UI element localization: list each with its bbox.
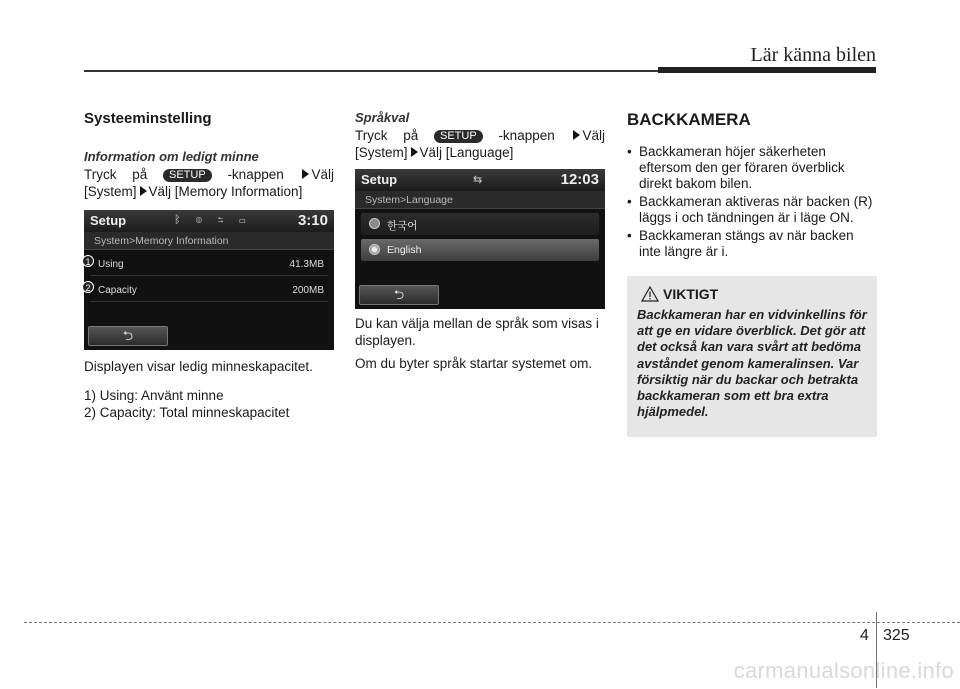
screen-path: System>Memory Information xyxy=(84,232,334,250)
setup-button-badge: SETUP xyxy=(163,169,212,182)
instruction-line-1: Tryck på SETUP -knappen Välj xyxy=(355,128,605,143)
warning-text: Backkameran har en vidvinkellins för att ge en vidare överblick. Det gör att det också kan vara svårt att bedöma avståndet genom kameralinsen. Var försiktig när du backar och betrakta backkameran som ett bra extra hjälpmedel. xyxy=(637,307,867,420)
language-description: Du kan välja mellan de språk som visas i displayen. xyxy=(355,316,599,348)
back-button[interactable] xyxy=(359,285,439,305)
back-arrow-icon: ⮌ xyxy=(393,287,405,302)
watermark: carmanualsonline.info xyxy=(733,658,954,683)
warning-triangle-icon xyxy=(641,286,659,302)
memory-info-screen xyxy=(84,210,334,350)
arrow-right-icon xyxy=(302,169,309,179)
back-arrow-icon: ⮌ xyxy=(122,328,134,343)
language-screen xyxy=(355,169,605,309)
list-item: • Backkameran aktiveras när backen (R) läggs i och tändningen är i läge ON. xyxy=(627,194,877,226)
radio-icon xyxy=(369,218,380,229)
setup-button-badge: SETUP xyxy=(434,130,483,143)
page-number: 325 xyxy=(883,627,910,644)
memory-legend-capacity: 2) Capacity: Total minneskapacitet xyxy=(84,405,290,420)
language-restart-note: Om du byter språk startar systemet om. xyxy=(355,356,593,371)
language-option-english[interactable]: English xyxy=(361,239,599,261)
footer-rule xyxy=(24,622,960,623)
callout-marker-2: 2 xyxy=(82,281,94,293)
header-title: Lär känna bilen xyxy=(750,44,876,66)
screen-titlebar: Setup ᛒ ◎ ⇆ ▭ 3:10 xyxy=(84,210,334,232)
back-button[interactable] xyxy=(88,326,168,346)
instruction-line-2: [System] Välj [Memory Information] xyxy=(84,184,303,199)
memory-row-using: Using 41.3MB xyxy=(90,254,328,276)
instruction-line-2: [System] Välj [Language] xyxy=(355,145,514,160)
screen-clock: 12:03 xyxy=(560,171,599,188)
column-language xyxy=(355,110,605,372)
instruction-line-1: Tryck på SETUP -knappen Välj xyxy=(84,167,334,182)
screen-clock: 3:10 xyxy=(297,212,328,229)
usb-status-icon: ⇆ xyxy=(473,174,483,186)
arrow-right-icon xyxy=(140,186,147,196)
subsection-heading: Språkval xyxy=(355,110,410,125)
callout-marker-1: 1 xyxy=(82,255,94,267)
memory-description: Displayen visar ledig minneskapacitet. xyxy=(84,359,313,374)
arrow-right-icon xyxy=(573,130,580,140)
list-item: • Backkameran stängs av när backen inte längre är i. xyxy=(627,228,877,260)
column-memory-info xyxy=(84,110,334,421)
bluetooth-usb-status-icons: ᛒ ◎ ⇆ ▭ xyxy=(174,214,252,226)
header-rule-accent xyxy=(658,67,876,73)
screen-path: System>Language xyxy=(355,191,605,209)
chapter-number: 4 xyxy=(860,627,869,644)
memory-row-capacity: Capacity 200MB xyxy=(90,280,328,302)
section-heading: Systeeminstelling xyxy=(84,110,212,127)
screen-titlebar: Setup ⇆ 12:03 xyxy=(355,169,605,191)
backkamera-bullets xyxy=(627,144,877,260)
list-item: • Backkameran höjer säkerheten eftersom den ger föraren överblick direkt bakom bilen. xyxy=(627,144,877,192)
warning-heading: VIKTIGT xyxy=(637,286,867,304)
section-heading: BACKKAMERA xyxy=(627,110,751,129)
arrow-right-icon xyxy=(411,147,418,157)
column-backkamera xyxy=(627,110,877,262)
radio-selected-icon xyxy=(369,244,380,255)
language-option-korean[interactable]: 한국어 xyxy=(361,213,599,235)
warning-box xyxy=(627,276,877,437)
subsection-heading: Information om ledigt minne xyxy=(84,149,259,164)
memory-legend-using: 1) Using: Använt minne xyxy=(84,388,224,403)
